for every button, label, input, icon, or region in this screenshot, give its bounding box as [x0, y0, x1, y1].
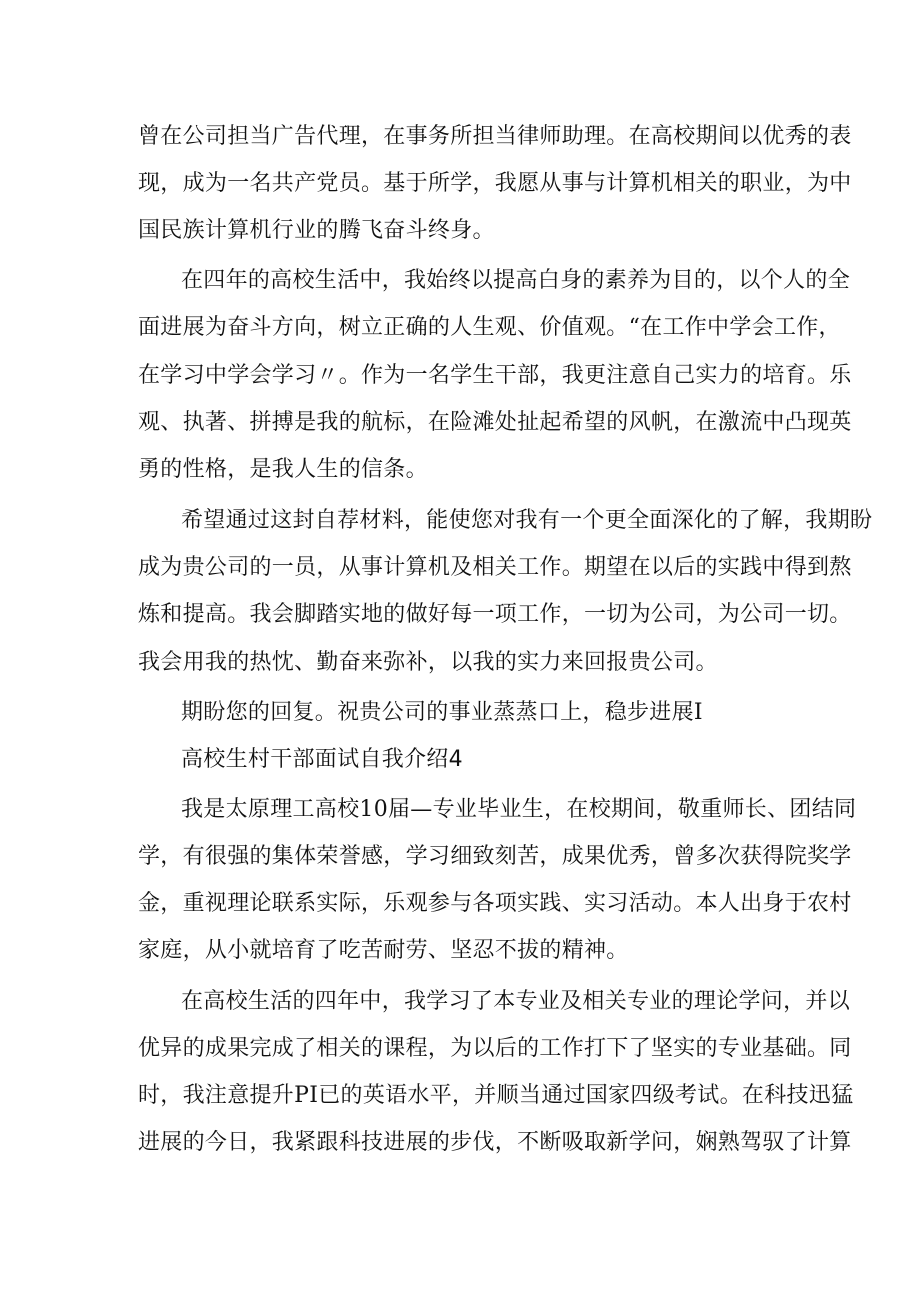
text-line: 面进展为奋斗方向，树立正确的人生观、价值观。“在工作中学会工作，: [138, 315, 841, 340]
text-line: 时，我注意提升PI已的英语水平，并顺当通过国家四级考试。在科技迅猛: [138, 1083, 854, 1108]
text-line: 曾在公司担当广告代理，在事务所担当律师助理。在高校期间以优秀的表: [138, 124, 852, 149]
text-line: 成为贵公司的一员，从事计算机及相关工作。期望在以后的实践中得到熬: [138, 555, 852, 580]
text-line: 现，成为一名共产党员。基于所学，我愿从事与计算机相关的职业，为中: [138, 171, 852, 196]
text-line: 家庭，从小就培育了吃苦耐劳、坚忍不拔的精神。: [138, 938, 629, 963]
text-line: 勇的性格，是我人生的信条。: [138, 457, 428, 482]
text-line: 希望通过这封自荐材料，能使您对我有一个更全面深化的了解，我期盼: [181, 508, 873, 533]
text-line: 期盼您的回复。祝贵公司的事业蒸蒸口上，稳步进展I: [181, 700, 703, 725]
section-heading: 高校生村干部面试自我介绍4: [181, 747, 463, 772]
text-line: 炼和提高。我会脚踏实地的做好每一项工作，一切为公司，为公司一切。: [138, 602, 852, 627]
text-line: 我是太原理工高校10届—专业毕业生，在校期间，敬重师长、团结同: [181, 797, 857, 822]
text-line: 金，重视理论联系实际，乐观参与各项实践、实习活动。本人出身于农村: [138, 891, 852, 916]
text-line: 优异的成果完成了相关的课程，为以后的工作打下了坚实的专业基础。同: [138, 1036, 852, 1061]
text-line: 我会用我的热忱、勤奋来弥补，以我的实力来回报贵公司。: [138, 650, 718, 675]
text-line: 在四年的高校生活中，我始终以提高白身的素养为目的，以个人的全: [181, 268, 851, 293]
text-line: 进展的今日，我紧跟科技进展的步伐，不断吸取新学问，娴熟驾驭了计算: [138, 1130, 852, 1155]
text-line: 观、执著、拼搏是我的航标，在险滩处扯起希望的风帆，在激流中凸现英: [138, 410, 852, 435]
text-line: 在高校生活的四年中，我学习了本专业及相关专业的理论学问，并以: [181, 989, 851, 1014]
text-line: 在学习中学会学习〃。作为一名学生干部，我更注意自己实力的培育。乐: [138, 363, 852, 388]
text-line: 学，有很强的集体荣誉感，学习细致刻苦，成果优秀，曾多次获得院奖学: [138, 844, 852, 869]
text-line: 国民族计算机行业的腾飞奋斗终身。: [138, 218, 495, 243]
